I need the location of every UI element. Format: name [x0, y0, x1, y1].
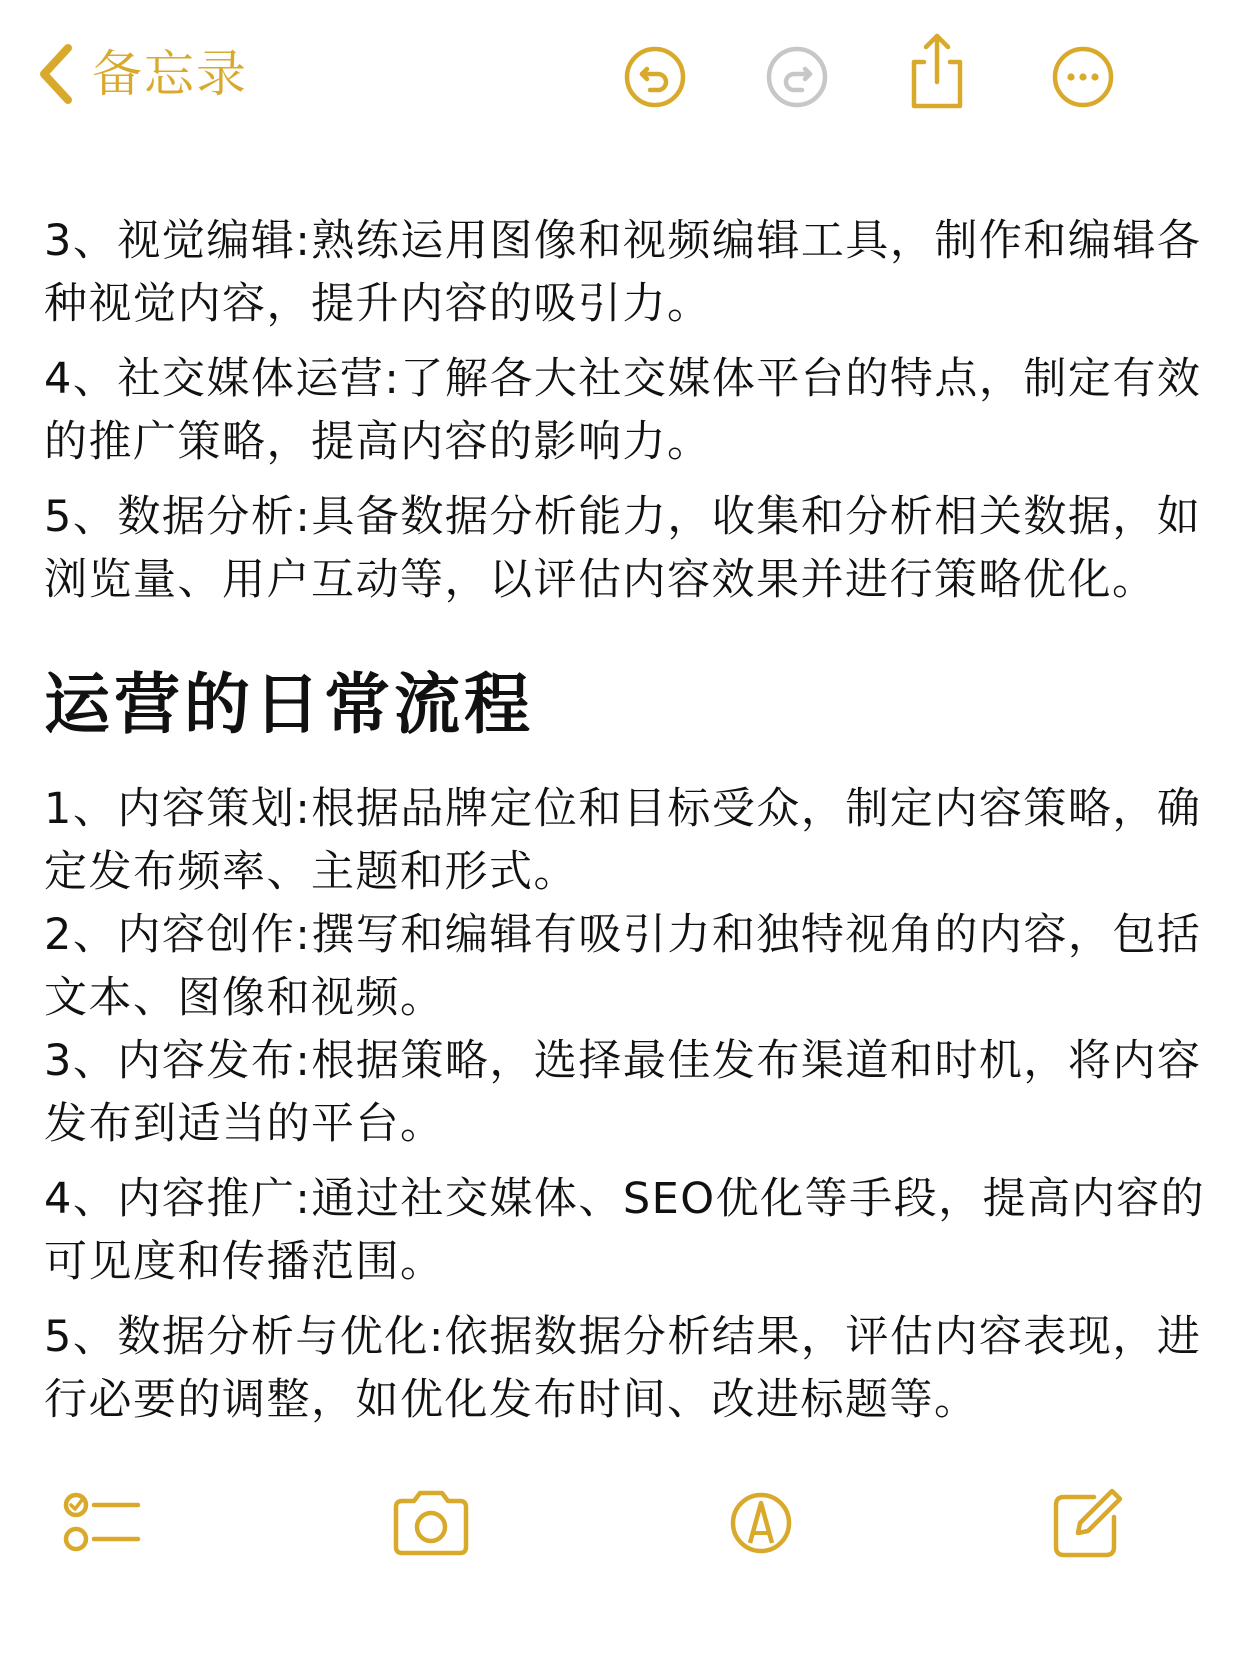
chevron-left-icon — [36, 42, 76, 106]
checklist-icon[interactable] — [60, 1483, 150, 1563]
bottom-toolbar — [0, 1465, 1245, 1575]
camera-icon[interactable] — [386, 1483, 476, 1563]
step-paragraph-3: 3、内容发布:根据策略，选择最佳发布渠道和时机，将内容发布到适当的平台。 — [44, 1036, 1202, 1149]
more-icon[interactable] — [1048, 42, 1118, 112]
markup-pen-icon[interactable] — [716, 1483, 806, 1563]
section-heading: 运营的日常流程 — [44, 666, 534, 743]
step-paragraph-2: 2、内容创作:撰写和编辑有吸引力和独特视角的内容，包括文本、图像和视频。 — [44, 910, 1202, 1023]
share-icon[interactable] — [902, 28, 972, 112]
redo-icon[interactable] — [762, 42, 832, 112]
navigation-bar — [0, 0, 1245, 150]
note-body[interactable] — [44, 210, 1224, 1444]
step-paragraph-1: 1、内容策划:根据品牌定位和目标受众，制定内容策略，确定发布频率、主题和形式。 — [44, 784, 1202, 897]
step-paragraph-4: 4、内容推广:通过社交媒体、SEO优化等手段，提高内容的可见度和传播范围。 — [44, 1174, 1206, 1287]
skill-paragraph-4: 4、社交媒体运营:了解各大社交媒体平台的特点，制定有效的推广策略，提高内容的影响力。 — [44, 354, 1202, 467]
back-button[interactable] — [36, 42, 248, 106]
step-paragraph-5: 5、数据分析与优化:依据数据分析结果，评估内容表现，进行必要的调整，如优化发布时间、改进标题等。 — [44, 1312, 1202, 1425]
skill-paragraph-3: 3、视觉编辑:熟练运用图像和视频编辑工具，制作和编辑各种视觉内容，提升内容的吸引力。 — [44, 216, 1202, 329]
back-label: 备忘录 — [92, 45, 248, 103]
compose-icon[interactable] — [1042, 1483, 1132, 1563]
skill-paragraph-5: 5、数据分析:具备数据分析能力，收集和分析相关数据，如浏览量、用户互动等，以评估内容效果并进行策略优化。 — [44, 492, 1202, 605]
undo-icon[interactable] — [620, 42, 690, 112]
